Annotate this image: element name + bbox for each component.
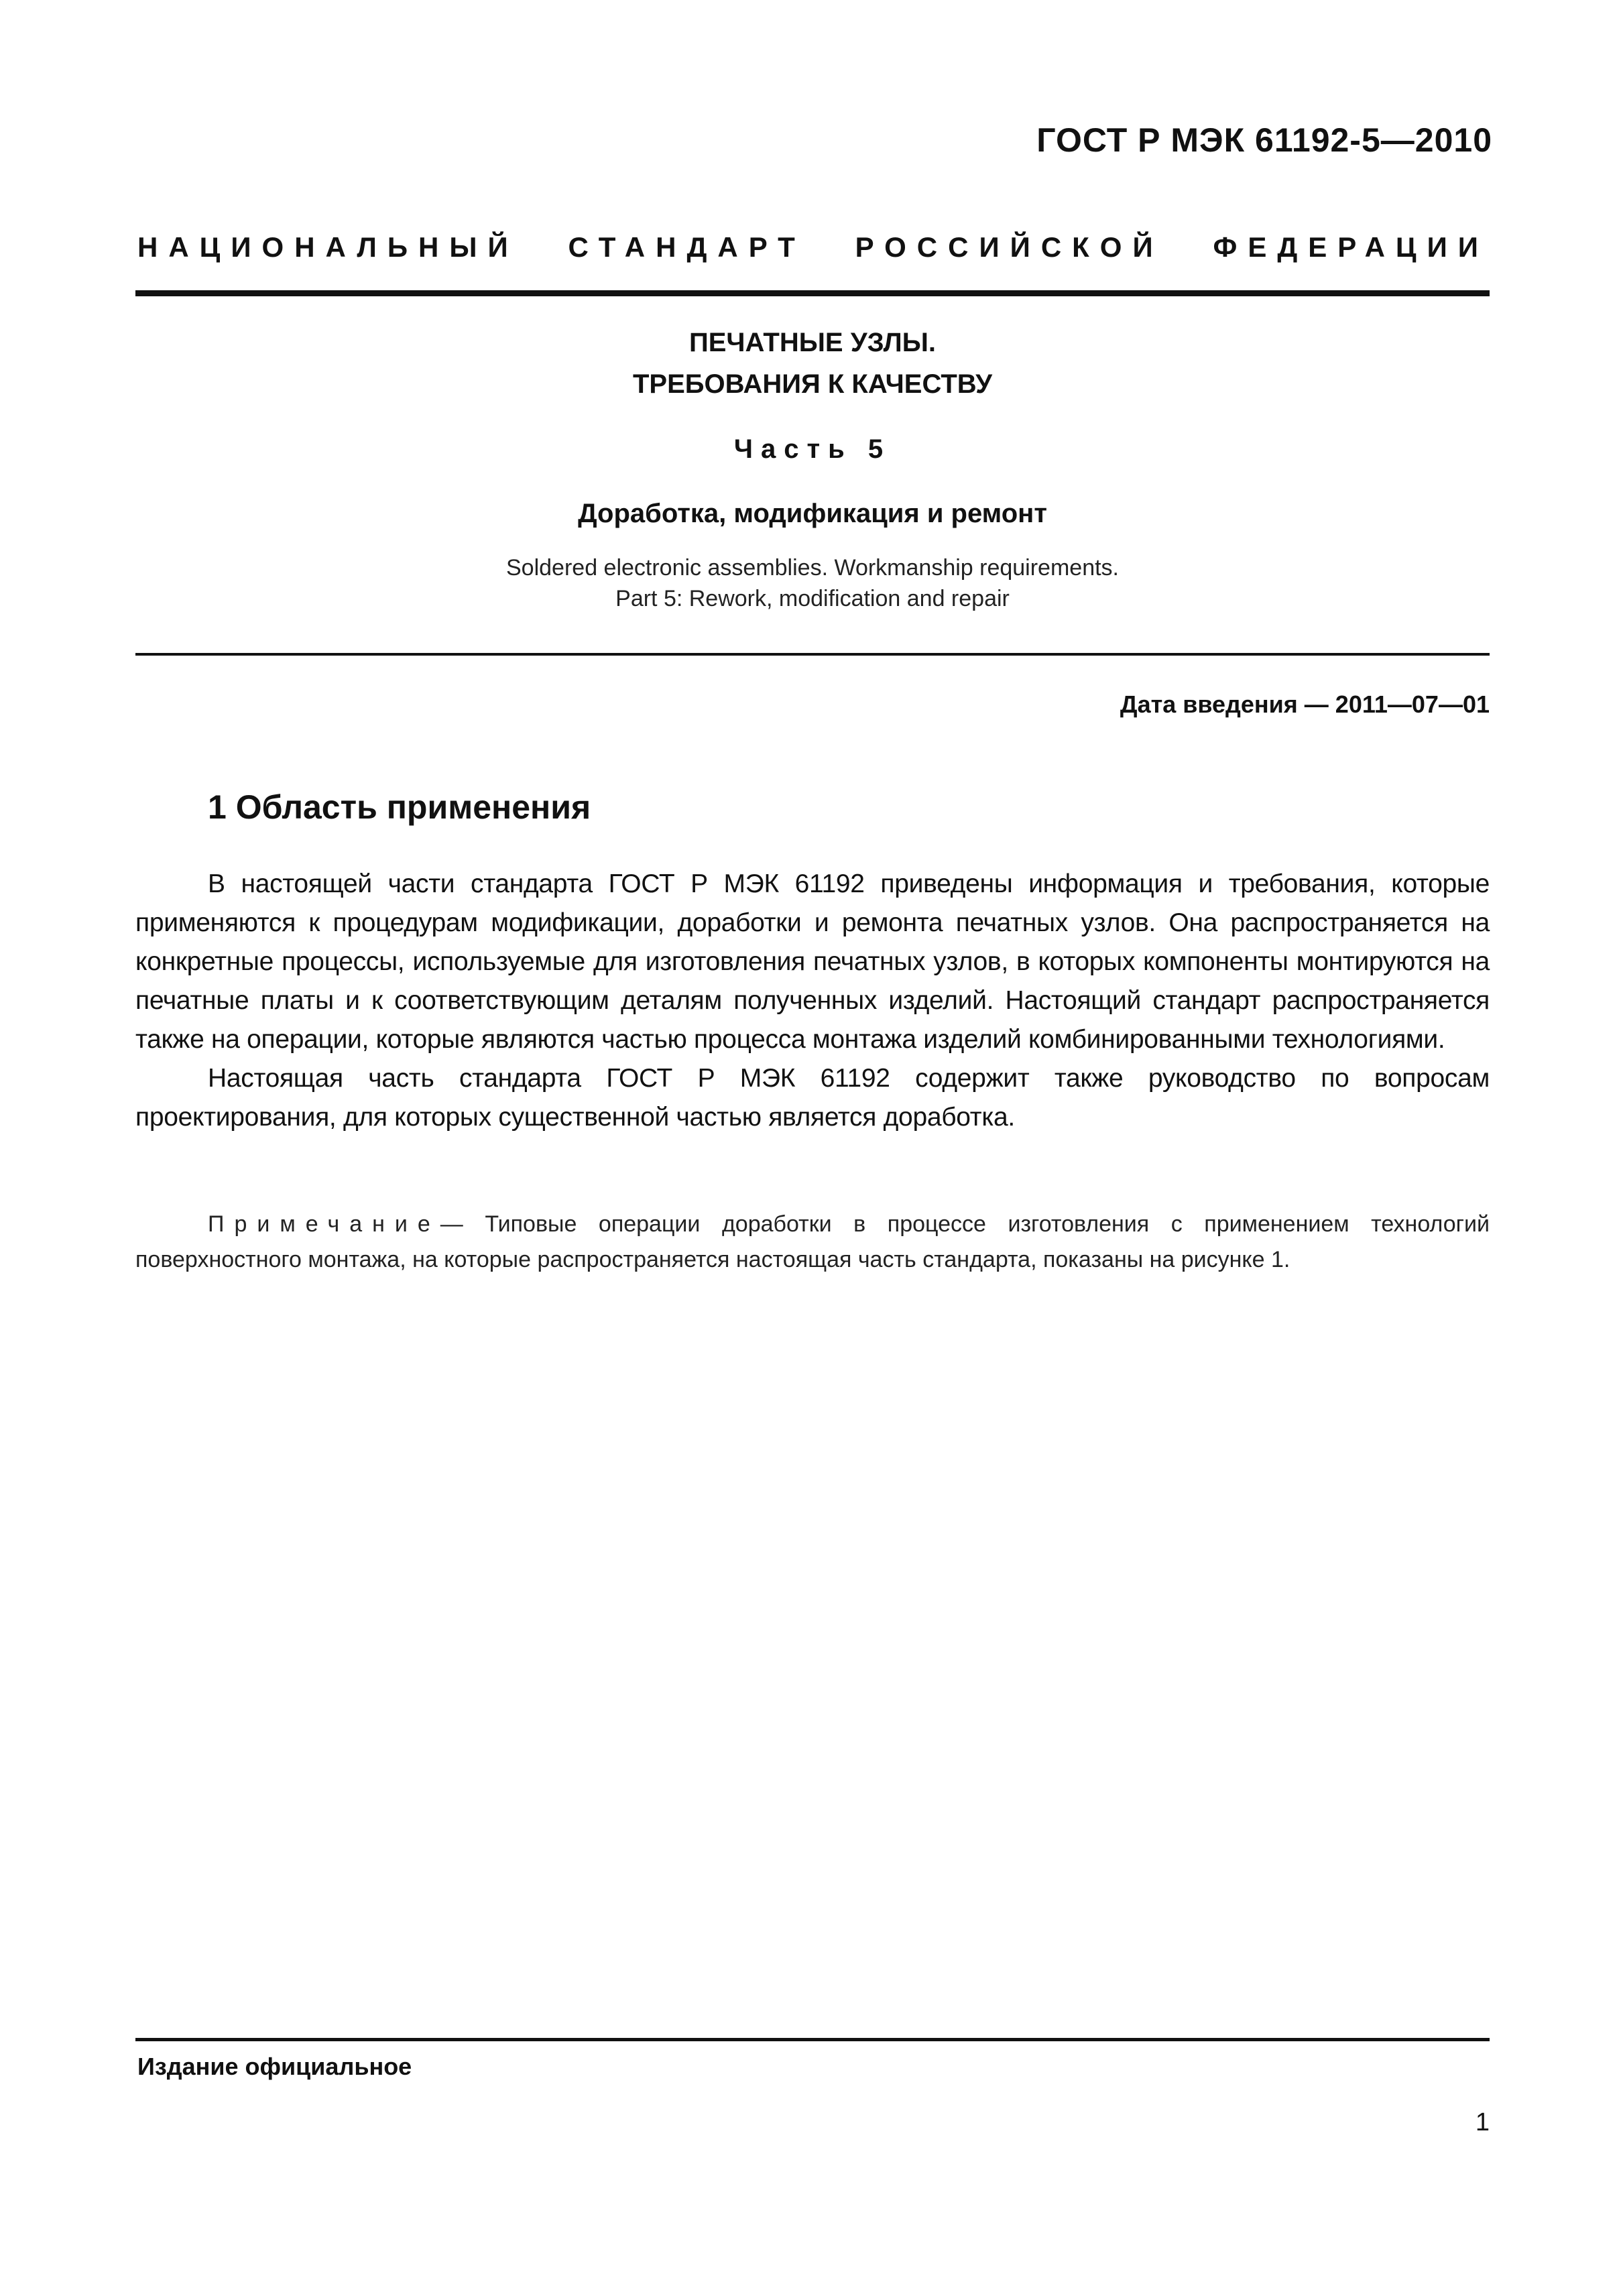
title-line-1: ПЕЧАТНЫЕ УЗЛЫ. bbox=[689, 328, 936, 357]
title-divider bbox=[135, 653, 1490, 656]
footer-divider bbox=[135, 2038, 1490, 2041]
note-paragraph bbox=[135, 1207, 1490, 1278]
note bbox=[135, 1207, 1490, 1278]
note-label: Примечание bbox=[208, 1211, 440, 1237]
paragraph-1: В настоящей части стандарта ГОСТ Р МЭК 61192 приведены информация и требования, которые применяются к процедурам модификации, доработки и ремонта печатных узлов. Она распространяется на конкретные процессы, используемые для изготовления печатных узлов, в которых компоненты монтируются на печатные платы и к соответствующим деталям полученных изделий. Настоящий стандарт распространяется также на операции, которые являются частью процесса монтажа изделий комбинированными технологиями. bbox=[135, 869, 1490, 1054]
page-number: 1 bbox=[1475, 2108, 1490, 2136]
english-title-line-2: Part 5: Rework, modification and repair bbox=[615, 586, 1010, 611]
subtitle: Доработка, модификация и ремонт bbox=[578, 499, 1047, 528]
english-title-line-1: Soldered electronic assemblies. Workmanship requirements. bbox=[506, 555, 1119, 581]
header-divider bbox=[135, 290, 1490, 296]
section-body bbox=[135, 865, 1490, 1137]
paragraph-2: Настоящая часть стандарта ГОСТ Р МЭК 61192 содержит также руководство по вопросам проектирования, для которых существенной частью является доработка. bbox=[135, 1064, 1490, 1132]
note-text: — Типовые операции доработки в процессе изготовления с применением технологий поверхностного монтажа, на которые распространяется настоящая часть стандарта, показаны на рисунке 1. bbox=[135, 1211, 1490, 1272]
part-label: Часть 5 bbox=[733, 434, 892, 464]
document-code: ГОСТ Р МЭК 61192-5—2010 bbox=[1036, 121, 1492, 159]
edition-label: Издание официальное bbox=[137, 2053, 412, 2080]
section-heading: 1 Область применения bbox=[208, 788, 591, 826]
title-block bbox=[135, 322, 1490, 614]
national-standard-banner: НАЦИОНАЛЬНЫЙ СТАНДАРТ РОССИЙСКОЙ ФЕДЕРАЦИИ bbox=[137, 231, 1489, 263]
title-line-2: ТРЕБОВАНИЯ К КАЧЕСТВУ bbox=[632, 369, 993, 399]
introduction-date: Дата введения — 2011—07—01 bbox=[1120, 690, 1490, 718]
